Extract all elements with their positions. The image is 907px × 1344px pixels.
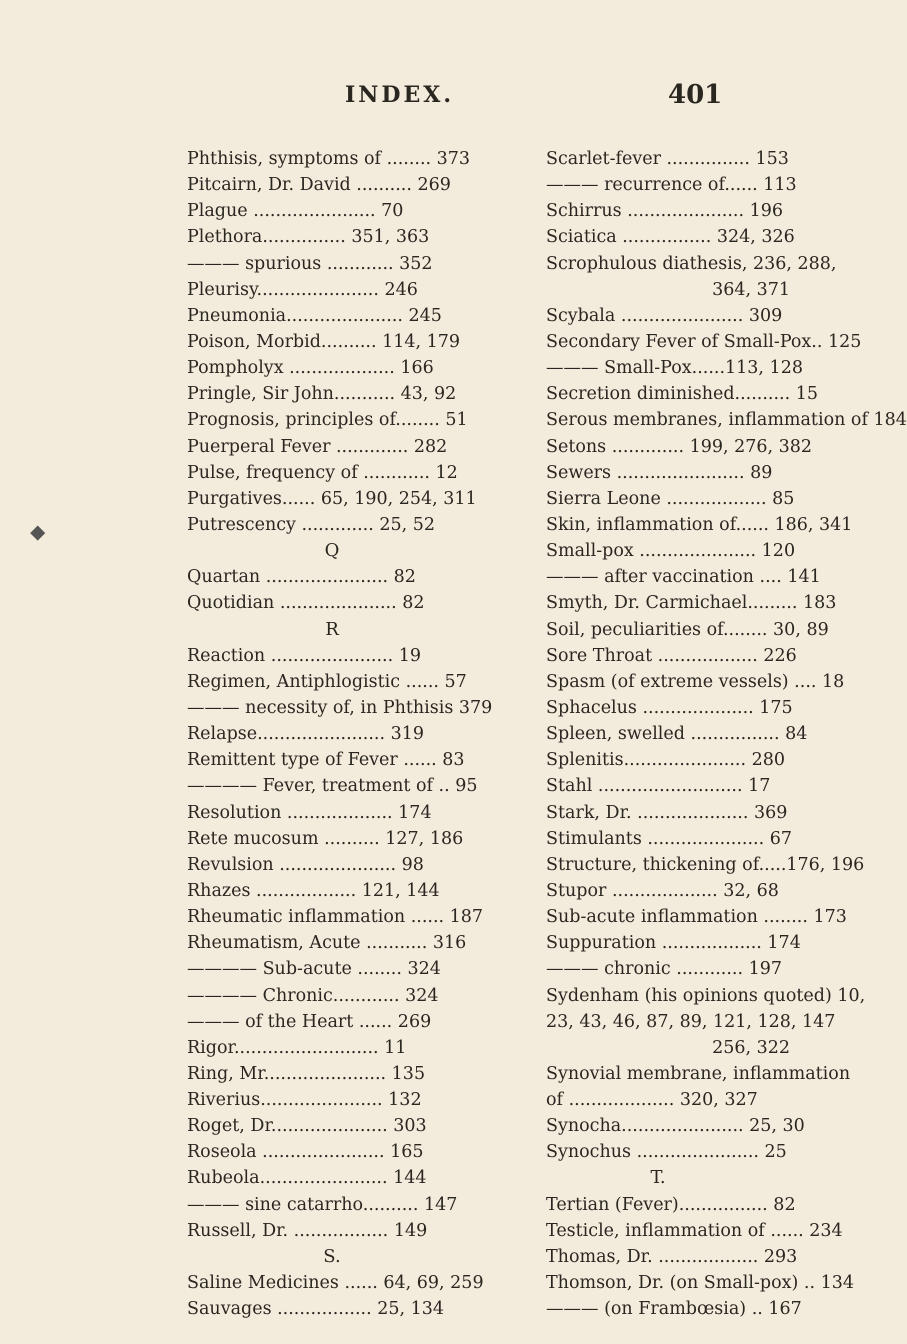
index-entry: Prognosis, principles of........ 51 — [187, 410, 468, 431]
index-entry: Spleen, swelled ................ 84 — [546, 724, 808, 745]
index-entry: Sewers ....................... 89 — [546, 462, 773, 483]
index-entry: Pitcairn, Dr. David .......... 269 — [187, 175, 451, 196]
index-entry: of ................... 320, 327 — [546, 1090, 758, 1111]
index-entry: Scybala ...................... 309 — [546, 305, 783, 326]
index-entry: ——— recurrence of...... 113 — [546, 175, 797, 196]
index-entry: Pompholyx ................... 166 — [187, 358, 434, 379]
index-entry: Synovial membrane, inflammation — [546, 1063, 851, 1084]
index-entry: Sierra Leone .................. 85 — [546, 488, 795, 509]
index-entry: Serous membranes, inflammation of 184 — [546, 410, 907, 431]
index-entry: Thomas, Dr. .................. 293 — [546, 1246, 798, 1267]
index-entry: Secretion diminished.......... 15 — [546, 384, 818, 405]
index-entry: Rubeola....................... 144 — [187, 1168, 427, 1189]
margin-mark: ⬥ — [30, 520, 46, 545]
index-entry: Quartan ...................... 82 — [187, 567, 416, 588]
index-entry: Roget, Dr..................... 303 — [187, 1116, 427, 1137]
index-entry: Rheumatic inflammation ...... 187 — [187, 907, 484, 928]
index-entry: Plethora............... 351, 363 — [187, 227, 430, 248]
index-entry: Pulse, frequency of ............ 12 — [187, 462, 458, 483]
index-entry: Spasm (of extreme vessels) .... 18 — [546, 671, 845, 692]
index-entry: Relapse....................... 319 — [187, 724, 425, 745]
index-entry: Stahl .......................... 17 — [546, 776, 771, 797]
index-column-left — [187, 146, 517, 1322]
index-entry: Smyth, Dr. Carmichael......... 183 — [546, 593, 837, 614]
index-entry: ——— Small-Pox......113, 128 — [546, 358, 803, 379]
index-entry: Stupor ................... 32, 68 — [546, 880, 779, 901]
index-entry: ——— after vaccination .... 141 — [546, 567, 821, 588]
index-entry: Putrescency ............. 25, 52 — [187, 514, 435, 535]
index-entry: Setons ............. 199, 276, 382 — [546, 436, 813, 457]
index-entry: Scarlet-fever ............... 153 — [546, 149, 789, 169]
index-entry: Pleurisy...................... 246 — [187, 279, 418, 300]
index-entry: 256, 322 — [712, 1037, 790, 1058]
index-entry: Pneumonia..................... 245 — [187, 305, 442, 326]
index-entry: Scrophulous diathesis, 236, 288, — [546, 253, 837, 274]
index-entry: ——— chronic ............ 197 — [546, 959, 782, 980]
index-entry: Saline Medicines ...... 64, 69, 259 — [187, 1273, 484, 1294]
index-entry: Synochus ...................... 25 — [546, 1142, 787, 1163]
index-column-right — [546, 146, 907, 1322]
index-entry: Stimulants ..................... 67 — [546, 828, 793, 849]
index-entry: 23, 43, 46, 87, 89, 121, 128, 147 — [546, 1011, 836, 1032]
index-entry: Rhazes .................. 121, 144 — [187, 880, 440, 901]
index-entry: Reaction ...................... 19 — [187, 645, 421, 666]
index-entry: Rete mucosum .......... 127, 186 — [187, 828, 464, 849]
index-entry: Sore Throat .................. 226 — [546, 645, 797, 666]
index-entry: Revulsion ..................... 98 — [187, 854, 424, 875]
index-entry: Phthisis, symptoms of ........ 373 — [187, 149, 471, 169]
index-entry: ——— (on Frambœsia) .. 167 — [546, 1299, 802, 1320]
page-header — [0, 82, 800, 122]
index-entry: Riverius...................... 132 — [187, 1090, 422, 1111]
index-entry: Plague ...................... 70 — [187, 201, 404, 222]
index-entry: Purgatives...... 65, 190, 254, 311 — [187, 488, 477, 509]
index-entry: Quotidian ..................... 82 — [187, 593, 425, 614]
index-entry: S. — [323, 1245, 341, 1267]
index-entry: Pringle, Sir John........... 43, 92 — [187, 384, 457, 405]
index-entry: ———— Sub-acute ........ 324 — [187, 959, 441, 980]
index-entry: Suppuration .................. 174 — [546, 933, 801, 954]
index-entry: Sphacelus .................... 175 — [546, 697, 793, 718]
page-number: 401 — [668, 80, 723, 110]
index-entry: Secondary Fever of Small-Pox.. 125 — [546, 331, 862, 352]
index-entry: Stark, Dr. .................... 369 — [546, 802, 788, 823]
index-entry: Skin, inflammation of...... 186, 341 — [546, 514, 853, 535]
index-entry: 364, 371 — [712, 279, 790, 300]
index-entry: Synocha...................... 25, 30 — [546, 1116, 805, 1137]
index-entry: ———— Fever, treatment of .. 95 — [187, 776, 478, 797]
index-entry: ——— necessity of, in Phthisis 379 — [187, 697, 493, 718]
index-entry: Rigor.......................... 11 — [187, 1037, 407, 1058]
index-entry: Sauvages ................. 25, 134 — [187, 1299, 445, 1320]
index-entry: ——— spurious ............ 352 — [187, 253, 433, 274]
index-entry: R — [325, 618, 339, 640]
index-entry: Q — [324, 540, 340, 562]
index-entry: Splenitis...................... 280 — [546, 750, 785, 771]
index-entry: Rheumatism, Acute ........... 316 — [187, 933, 467, 954]
index-entry: Tertian (Fever)................ 82 — [546, 1194, 796, 1215]
index-entry: Ring, Mr...................... 135 — [187, 1063, 426, 1084]
index-entry: Small-pox ..................... 120 — [546, 541, 796, 562]
index-entry: Sciatica ................ 324, 326 — [546, 227, 795, 248]
index-entry: Testicle, inflammation of ...... 234 — [546, 1220, 843, 1241]
index-entry: Resolution ................... 174 — [187, 802, 432, 823]
index-entry: Remittent type of Fever ...... 83 — [187, 750, 465, 771]
index-entry: ——— sine catarrho.......... 147 — [187, 1194, 458, 1215]
index-entry: Poison, Morbid.......... 114, 179 — [187, 331, 461, 352]
index-entry: Sub-acute inflammation ........ 173 — [546, 907, 847, 928]
index-entry: Regimen, Antiphlogistic ...... 57 — [187, 671, 467, 692]
index-entry: Roseola ...................... 165 — [187, 1142, 424, 1163]
index-entry: Puerperal Fever ............. 282 — [187, 436, 448, 457]
index-entry: Soil, peculiarities of........ 30, 89 — [546, 619, 829, 640]
index-entry: Sydenham (his opinions quoted) 10, — [546, 985, 866, 1006]
index-entry: Thomson, Dr. (on Small-pox) .. 134 — [546, 1273, 854, 1294]
index-entry: ——— of the Heart ...... 269 — [187, 1011, 432, 1032]
index-entry: T. — [650, 1167, 666, 1189]
running-title: INDEX. — [345, 82, 454, 108]
index-entry: ———— Chronic............ 324 — [187, 985, 439, 1006]
index-entry: Schirrus ..................... 196 — [546, 201, 783, 222]
index-entry: Structure, thickening of.....176, 196 — [546, 854, 865, 875]
index-entry: Russell, Dr. ................. 149 — [187, 1220, 428, 1241]
